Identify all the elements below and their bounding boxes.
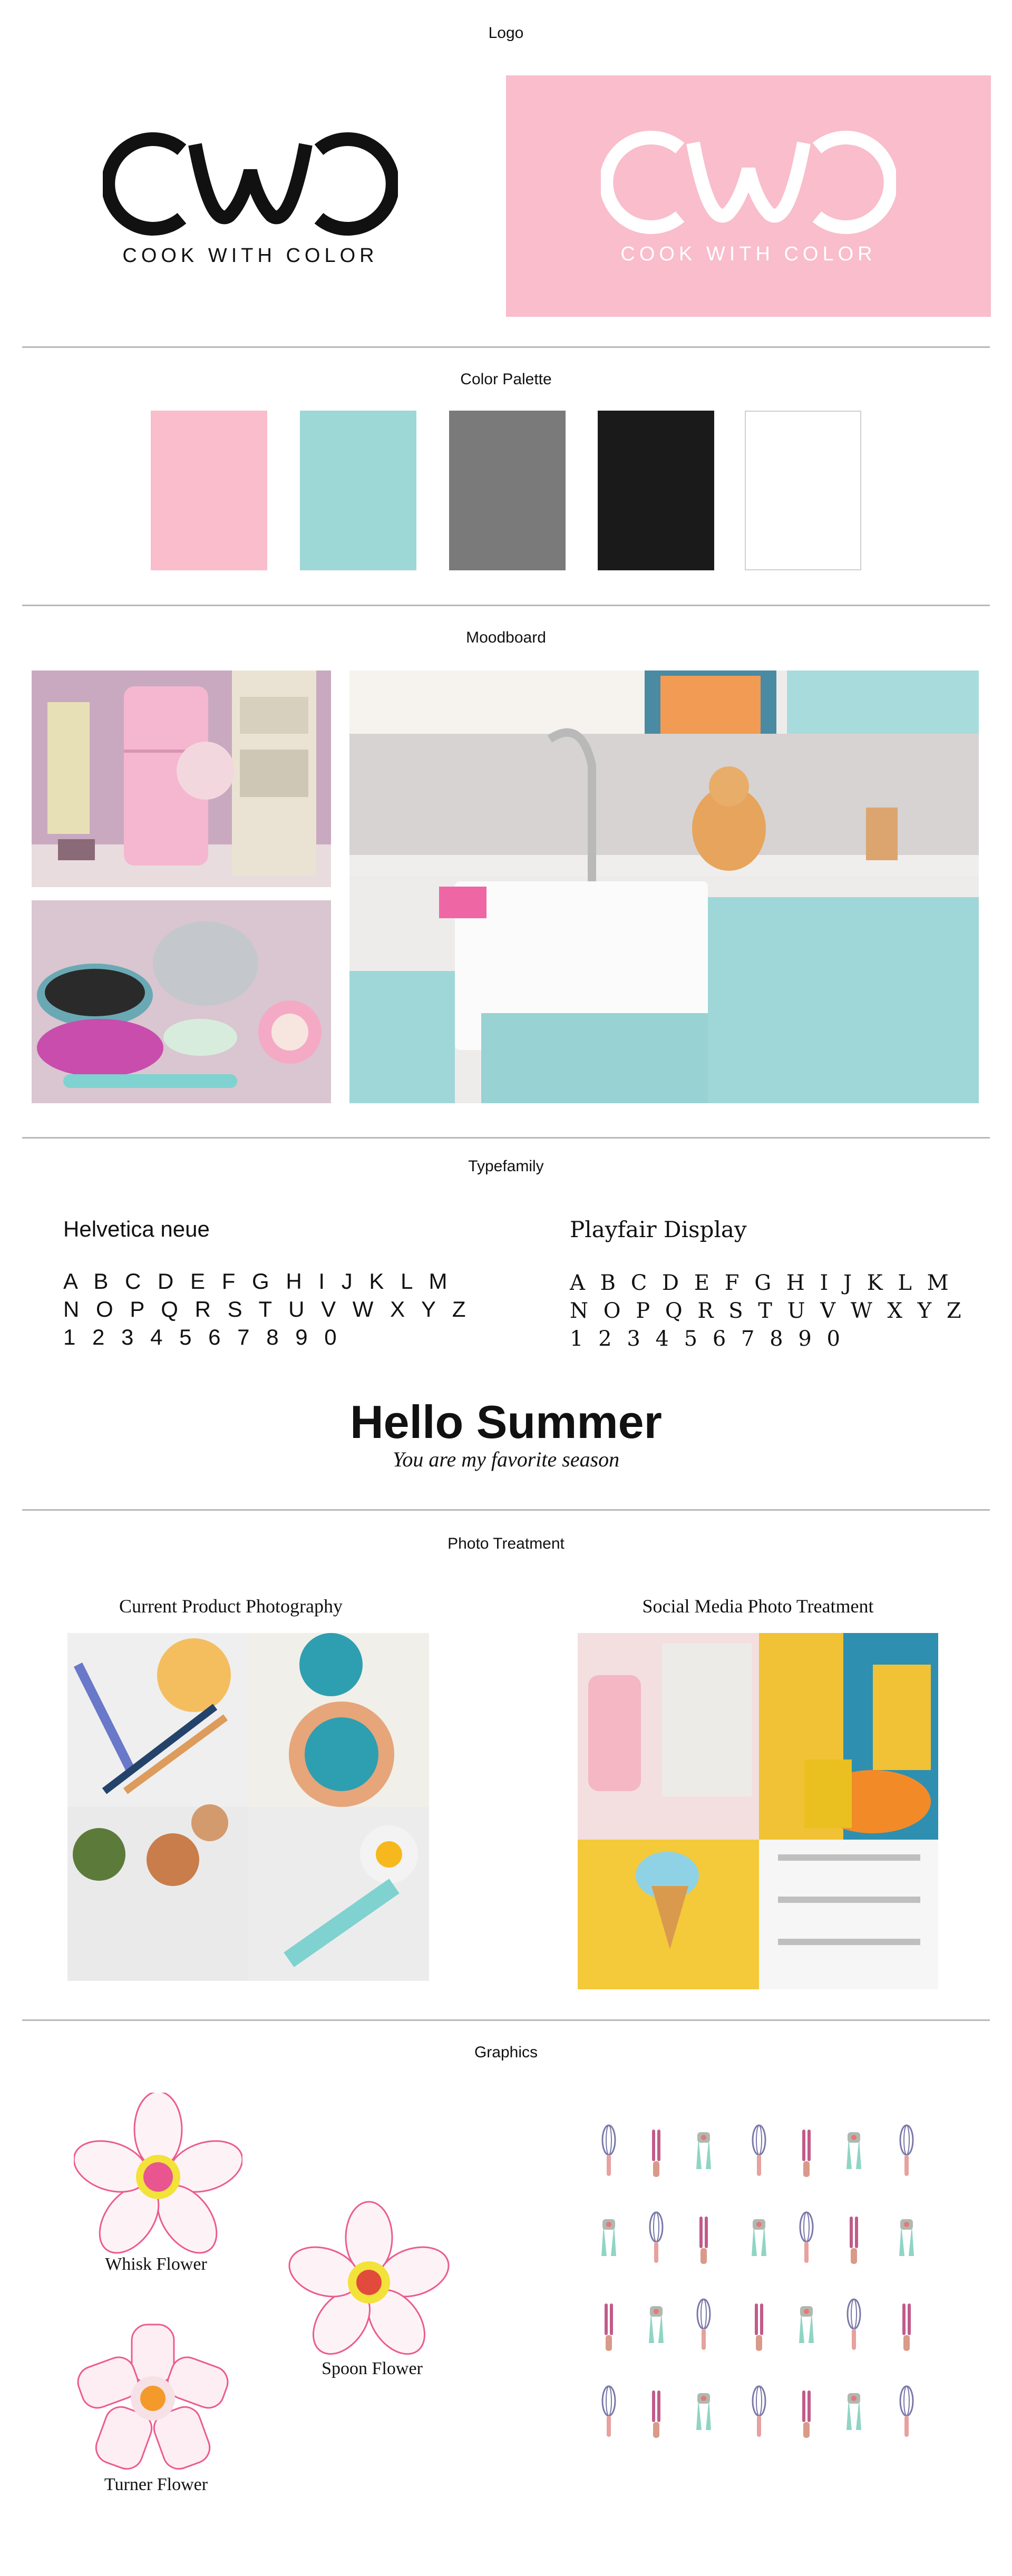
moodboard-photo-pink-fridge <box>32 670 331 887</box>
serif-font-name: Playfair Display <box>570 1217 747 1242</box>
section-title-palette: Color Palette <box>460 371 552 388</box>
whisk-flower-graphic <box>74 2093 242 2256</box>
section-title-photo-treatment: Photo Treatment <box>447 1535 565 1552</box>
serif-digits-line: 1 2 3 4 5 6 7 8 9 0 <box>570 1327 844 1351</box>
section-title-typefamily: Typefamily <box>468 1158 544 1175</box>
cwc-logo-mark-dark <box>103 129 398 239</box>
swatch-gray <box>449 411 566 570</box>
divider <box>22 605 990 606</box>
divider <box>22 1137 990 1139</box>
swatch-aqua <box>300 411 416 570</box>
turner-flower-label: Turner Flower <box>104 2475 208 2494</box>
sans-alphabet-line-1: A B C D E F G H I J K L M <box>63 1269 453 1294</box>
sans-font-name: Helvetica neue <box>63 1217 210 1241</box>
section-title-moodboard: Moodboard <box>466 629 546 646</box>
social-media-collage <box>578 1633 938 1989</box>
sans-alphabet-line-2: N O P Q R S T U V W X Y Z <box>63 1297 471 1321</box>
swatch-pink <box>151 411 267 570</box>
divider <box>22 2019 990 2021</box>
spoon-flower-label: Spoon Flower <box>322 2359 423 2378</box>
moodboard-photo-kitchen-sink <box>349 670 979 1103</box>
spoon-flower-graphic <box>285 2198 453 2361</box>
logo-light <box>506 75 991 317</box>
section-title-graphics: Graphics <box>474 2044 538 2061</box>
logo-dark <box>84 111 416 285</box>
utensil-pattern-graphic <box>590 2124 928 2451</box>
divider <box>22 346 990 348</box>
swatch-black <box>598 411 714 570</box>
swatch-white <box>745 411 861 570</box>
sample-title: Hello Summer <box>350 1396 662 1448</box>
logo-wordmark-light: COOK WITH COLOR <box>620 242 877 265</box>
logo-wordmark-dark: COOK WITH COLOR <box>122 244 378 267</box>
sample-subtitle: You are my favorite season <box>392 1447 620 1471</box>
current-photography-caption: Current Product Photography <box>119 1596 343 1617</box>
cwc-logo-mark-light <box>601 127 896 238</box>
serif-alphabet-line-1: A B C D E F G H I J K L M <box>570 1271 953 1295</box>
divider <box>22 1509 990 1511</box>
social-media-caption: Social Media Photo Treatment <box>642 1596 874 1617</box>
serif-alphabet-line-2: N O P Q R S T U V W X Y Z <box>570 1299 966 1323</box>
turner-flower-graphic <box>74 2319 232 2477</box>
section-title-logo: Logo <box>488 24 524 42</box>
sans-digits-line: 1 2 3 4 5 6 7 8 9 0 <box>63 1325 342 1349</box>
whisk-flower-label: Whisk Flower <box>105 2254 207 2274</box>
moodboard-photo-baking-tools <box>32 900 331 1103</box>
product-photography-collage <box>67 1633 429 1981</box>
